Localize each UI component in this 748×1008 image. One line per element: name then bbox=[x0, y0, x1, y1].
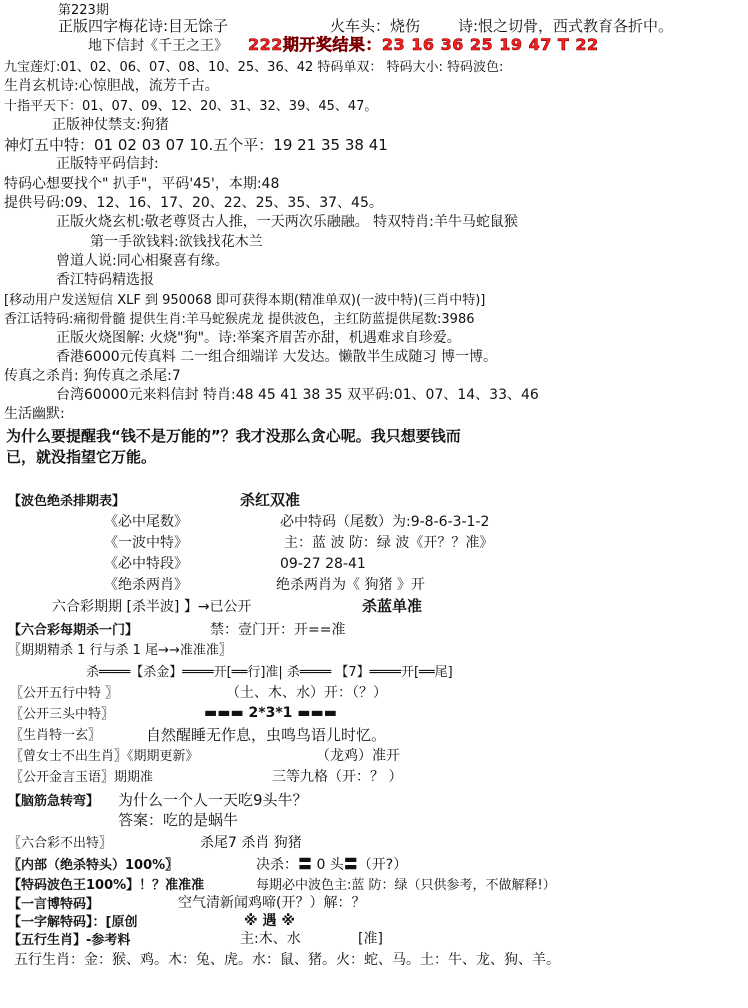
bose-wang-label: 【特码波色王100%】！？准准准 bbox=[8, 878, 205, 893]
wuxing-shengxiao-label: 【五行生肖】-参考料 bbox=[8, 933, 131, 948]
liangxiao-value: 绝杀两肖为《 狗猪 》开 bbox=[276, 577, 425, 593]
buchu-value: 杀尾7 杀肖 狗猪 bbox=[200, 835, 302, 851]
tepingma-line: 正版特平码信封: bbox=[56, 156, 159, 172]
draw-result: 222期开奖结果：23 16 36 25 19 47 T 22 bbox=[248, 35, 599, 54]
huoshao-line: 正版火烧玄机:敬老尊贤古人推，一天两次乐融融。 特双特肖:羊牛马蛇鼠猴 bbox=[56, 214, 518, 230]
shayimen-value: 禁：壹门开：开==准 bbox=[210, 622, 346, 638]
wuxing-label: 〖公开五行中特 〗 bbox=[10, 686, 119, 701]
naojin-label: 【脑筋急转弯】 bbox=[8, 794, 100, 809]
underground-envelope: 地下信封《千王之王》 bbox=[88, 38, 228, 54]
yiyan-label: 【一言博特码】 bbox=[8, 897, 100, 912]
jinyan-label: 〖公开金言玉语〗期期准 bbox=[10, 770, 154, 785]
cengdao-line: 曾道人说:同心相聚喜有缘。 bbox=[56, 253, 229, 269]
yiyan-value: 空气清新闻鸡啼(开？）解：？ bbox=[178, 895, 366, 911]
shizhi-line: 十指平天下：01、07、09、12、20、31、32、39、45、47。 bbox=[4, 99, 378, 114]
joke-line-2: 已，就没指望它万能。 bbox=[6, 448, 157, 466]
huoshao-tu-line: 正版火烧图解: 火烧"狗"。诗:举案齐眉苦亦甜，机遇难求自珍爱。 bbox=[56, 330, 461, 346]
bose-table-title: 【波色绝杀排期表】 bbox=[8, 494, 126, 509]
neibu-value: 决杀：〓 0 头〓（开?） bbox=[256, 857, 408, 873]
header-poem: 诗:恨之切骨，西式教育各折中。 bbox=[458, 17, 674, 35]
naojin-question: 为什么一个人一天吃9头牛？ bbox=[118, 791, 308, 809]
youmo-label: 生活幽默: bbox=[4, 406, 65, 422]
qijing-line: 〖期期精杀 1 行与杀 1 尾→→准准准〗 bbox=[8, 643, 232, 658]
wuxing-shengxiao-value: 主:木、水 bbox=[240, 931, 301, 947]
xinxiang-line: 特码心想要找个" 扒手"，平码'45'，本期:48 bbox=[4, 176, 280, 192]
shayimen-label: 【六合彩每期杀一门】 bbox=[8, 623, 139, 638]
wuxing-list: 五行生肖：金：猴、鸡。木：兔、虎。水：鼠、猪。火：蛇、马。土：牛、龙、狗、羊。 bbox=[14, 952, 560, 968]
zhun-label: [准] bbox=[358, 931, 383, 947]
joke-line-1: 为什么要提醒我“钱不是万能的”？我才没那么贪心呢。我只想要钱而 bbox=[6, 427, 461, 445]
sha-row: 杀════【杀金】════开[══行]准| 杀════ 【7】════开[══尾] bbox=[86, 665, 453, 680]
train-head: 火车头：烧伤 bbox=[330, 17, 421, 35]
bizhong-wei-label: 《必中尾数》 bbox=[104, 514, 188, 530]
yibo-value: 主：蓝 波 防：绿 波《开？？准》 bbox=[284, 535, 494, 551]
zengnvshi-label: 〖曾女士不出生肖〗《期期更新》 bbox=[10, 749, 199, 764]
shendeng-line: 神灯五中特：01 02 03 07 10.五个平：19 21 35 38 41 bbox=[4, 136, 388, 154]
shengxiao-poem: 生肖玄机诗:心惊胆战，流芳千古。 bbox=[4, 78, 219, 94]
chuanzhen-line: 传真之杀肖: 狗传真之杀尾:7 bbox=[4, 368, 181, 384]
shengxiao-yixuan-value: 自然醒睡无作息，虫鸣鸟语儿时忆。 bbox=[146, 726, 387, 744]
teduan-value: 09-27 28-41 bbox=[280, 556, 366, 572]
xiangjiang-line: 香江特码精选报 bbox=[56, 272, 154, 288]
issue-number: 第223期 bbox=[58, 3, 109, 18]
naojin-answer: 答案：吃的是蜗牛 bbox=[118, 811, 239, 829]
bizhong-wei-value: 必中特码（尾数）为:9-8-6-3-1-2 bbox=[280, 514, 490, 530]
jiubao-lantern: 九宝莲灯:01、02、06、07、08、10、25、36、42 特码单双： 特码大小: 特码波色: bbox=[4, 60, 504, 75]
xiangjiang-hua-line: 香江话特码:痛彻骨髓 提供生肖:羊马蛇猴虎龙 提供波色，主红防蓝提供尾数:3986 bbox=[4, 312, 475, 327]
yidong-line: [移动用户发送短信 XLF 到 950068 即可获得本期(精准单双)(一波中特)(三肖中特)] bbox=[4, 293, 486, 308]
tigong-line: 提供号码:09、12、16、17、20、22、25、35、37、45。 bbox=[4, 195, 383, 211]
santou-label: 〖公开三头中特〗 bbox=[10, 707, 115, 722]
bose-wang-value: 每期必中波色主:蓝 防：绿（只供参考，不做解释!） bbox=[256, 878, 556, 893]
yibo-label: 《一波中特》 bbox=[104, 535, 188, 551]
buchu-label: 〖六合彩不出特〗 bbox=[8, 836, 113, 851]
liangxiao-label: 《绝杀两肖》 bbox=[104, 577, 188, 593]
four-char-poem: 正版四字梅花诗:目无馀子 bbox=[58, 17, 229, 35]
neibu-label: 〖内部（绝杀特头）100%〗 bbox=[8, 858, 179, 873]
jinyan-value: 三等九格（开：？ ） bbox=[272, 769, 403, 785]
shenju-line: 正版神仗禁支:狗猪 bbox=[52, 117, 169, 133]
xianggang-line: 香港6000元传真料 二一组合细端详 大发达。懒散半生成随习 博一博。 bbox=[56, 349, 497, 365]
teduan-label: 《必中特段》 bbox=[104, 556, 188, 572]
sha-hong-label: 杀红双准 bbox=[240, 491, 301, 509]
yizi-label: 【一字解特码】：[原创 bbox=[8, 915, 138, 930]
diyi-line: 第一手欲钱料:欲钱找花木兰 bbox=[90, 234, 263, 250]
shengxiao-yixuan-label: 〖生肖特一玄〗 bbox=[10, 728, 102, 743]
liuhe-banbo: 六合彩期期 [杀半波] 】→已公开 bbox=[52, 599, 252, 615]
taiwan-line: 台湾60000元来料信封 特肖:48 45 41 38 35 双平码:01、07、14、33、46 bbox=[56, 387, 539, 403]
santou-value: ▬▬▬ 2*3*1 ▬▬▬ bbox=[204, 705, 337, 721]
yizi-value: ※ 遇 ※ bbox=[244, 913, 295, 929]
sha-lan-label: 杀蓝单准 bbox=[362, 597, 423, 615]
wuxing-value: （土、木、水）开：（？） bbox=[226, 685, 387, 701]
zengnvshi-value: （龙鸡）准开 bbox=[316, 748, 400, 764]
